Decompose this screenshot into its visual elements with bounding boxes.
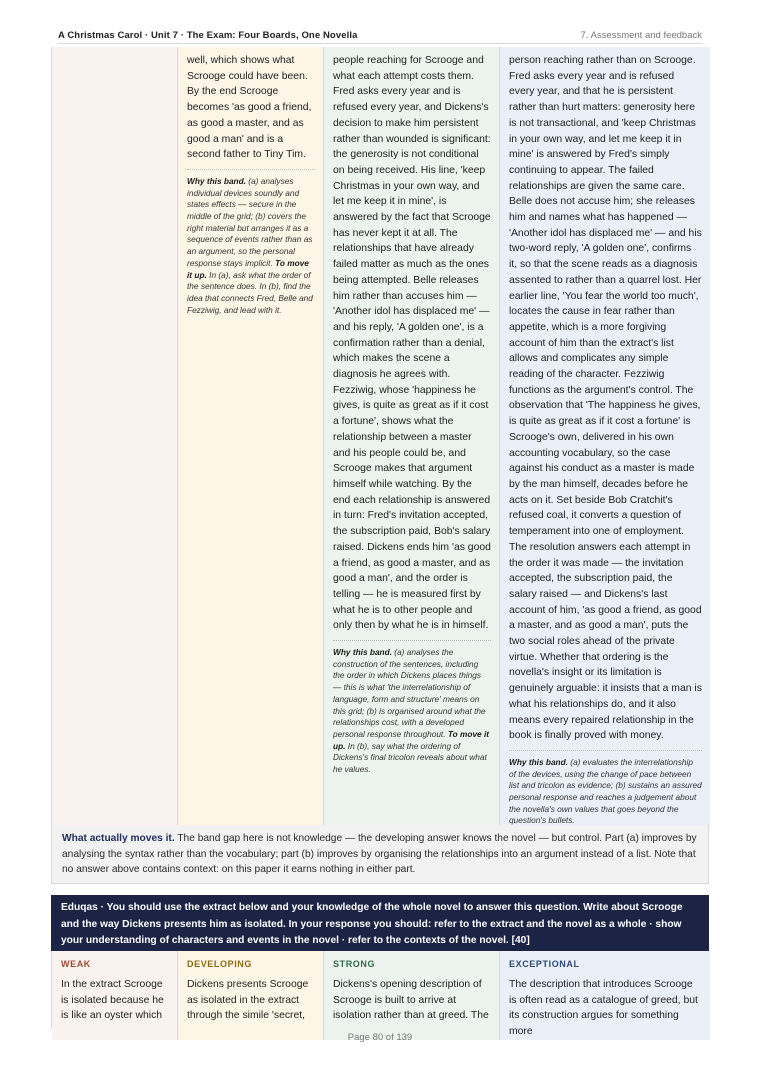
q-strong-column [324, 951, 500, 1040]
exceptional-answer: person reaching rather than on Scrooge. Fred asks every year and is refused every year, and that he is persistent rather than hurt matters: generosity here is not transactional, and 'keep Christmas in your own way, and let me keep it in mine' is answered by Fred's simply continuing to appear. The failed relationships are given the same care. Belle does not accuse him; she releases him and names what has happened — 'Another idol has displaced me' — and his two-word reply, 'A golden one', confirms it, so that the scene reads as a diagnosis assented to rather than a quarrel lost. Her earlier line, 'You fear the world too much', locates the cause in fear rather than appetite, which is a more forgiving account of him than the extract's list allows and complicates any simple reading of the character. Fezziwig functions as the argument's control. The observation that 'The happiness he gives, is quite as great as if it cost a fortune' is Scrooge's own, delivered in his own accounting vocabulary, so the case against his conduct as a master is made by the man himself, decades before he acts on it. Set beside Bob Cratchit's refused coal, it converts a question of temperament into one of employment. The resolution answers each attempt in the order it was made — the invitation accepted, the subscription paid, the salary raised — and Dickens's last account of him, 'as good a friend, as good a master, and as good a man', puts the two social roles ahead of the private virtue. Whether that ordering is the novella's insight or its limitation is genuinely arguable: it insists that a man is what his relationships do, and it also means every repaired relationship in the book is finally proved with money. [509, 55, 702, 742]
exceptional-label: EXCEPTIONAL [509, 959, 580, 969]
exceptional-band-note [509, 750, 702, 827]
section-title: 7. Assessment and feedback [580, 29, 702, 41]
document-title: A Christmas Carol · Unit 7 · The Exam: Four Boards, One Novella [58, 29, 358, 41]
developing-band-note [187, 169, 315, 316]
note-label: Why this band. [509, 756, 568, 767]
exceptional-opening: The description that introduces Scrooge is often read as a catalogue of greed, but its construction argues for something more [509, 979, 698, 1038]
note-text-move-up: In (b), say what the ordering of Dickens's final tricolon reveals about what he values. [333, 740, 487, 775]
q-developing-column [178, 951, 324, 1040]
developing-answer: well, which shows what Scrooge could have been. By the end Scrooge becomes 'as good a friend, as good a master, and as good a man' and is a second father to Tiny Tim. [187, 55, 312, 161]
note-text-move-up: In (a), ask what the order of the sentence does. In (b), find the idea that connects Fred, Belle and Fezziwig, and lead with it. [187, 269, 313, 315]
note-label: Why this band. [187, 175, 246, 186]
developing-opening: Dickens presents Scrooge as isolated in the extract through the simile 'secret, [187, 979, 309, 1022]
strong-band-note [333, 640, 491, 776]
developing-label: DEVELOPING [187, 959, 253, 969]
note-label: Why this band. [333, 647, 392, 658]
page-number: Page 80 of 139 [347, 1032, 413, 1043]
strong-label: STRONG [333, 959, 376, 969]
running-header [58, 27, 702, 44]
what-moves-it-box [51, 825, 709, 884]
band-answers-table [51, 47, 709, 825]
note-text: (a) analyses the construction of the sentences, including the order in which Dickens places things — this is what 'the interrelationship of language, form and structure' means on this grid; (b) is organised around what the relationships cost, with a developed personal response throughout. [333, 647, 486, 739]
developing-column [178, 47, 324, 827]
moves-text: The band gap here is not knowledge — the developing answer knows the novel — but control. Part (a) improves by analysing the syntax rather than the vocabulary; part (b) improves by organising the relationships into an argument instead of a list. Note that no answer above contains context: on this paper it earns nothing in either part. [62, 833, 697, 875]
question-text: Eduqas · You should use the extract below and your knowledge of the whole novel to answer this question. Write about Scrooge and the way Dickens presents him as isolated. In your response you should: refer to the extract and the novel as a whole · show your understanding of characters and events in the novel · refer to the contexts of the novel. [40] [61, 902, 683, 947]
note-label-move-up: To move it up. [187, 257, 309, 280]
question-bar [51, 895, 709, 951]
note-text: (a) evaluates the interrelationship of the devices, using the change of pace between list and tricolon as evidence; (b) sustains an assured personal response and reaches a judgement about the novella's own values that goes beyond the question's bullets. [509, 756, 702, 826]
q-weak-column [52, 951, 178, 1040]
note-label-move-up: To move it up. [333, 728, 490, 751]
q-exceptional-column [500, 951, 710, 1040]
strong-column [324, 47, 500, 827]
strong-answer: people reaching for Scrooge and what each attempt costs them. Fred asks every year and is refused every year, and Dickens's decision to make him persistent rather than wounded is significant: the generosity is not conditional on being received. His line, 'keep Christmas in your own way, and let me keep it in mine', is answered by the fact that Scrooge has never kept it at all. The relationships that have already failed matter as much as the ones being attempted. Belle releases him rather than accuses him — 'Another idol has displaced me' — and his reply, 'A golden one', is a confirmation rather than a denial, which makes the scene a diagnosis he agrees with. Fezziwig, whose 'happiness he gives, is quite as great as if it cost a fortune', shows what the relationship between a master and his people could be, and Scrooge makes that argument himself while watching. By the end each relationship is answered in turn: Fred's invitation accepted, the subscription paid, Bob's salary raised. Dickens ends him 'as good a friend, as good a master, and as good a man', and the order is telling — he is measured first by what he is to other people and only then by what he is in himself. [333, 55, 491, 632]
weak-opening: In the extract Scrooge is isolated because he is like an oyster which [61, 979, 164, 1022]
strong-opening: Dickens's opening description of Scrooge is built to arrive at isolation rather than at greed. The [333, 979, 489, 1022]
weak-column [52, 47, 178, 827]
moves-label: What actually moves it. [62, 833, 175, 844]
note-text: (a) analyses individual devices soundly and states effects — secure in the middle of the grid; (b) covers the right material but arranges it as a sequence of events rather than as an argument, so the personal response stays implicit. [187, 175, 313, 268]
weak-label: WEAK [61, 959, 91, 969]
exceptional-column [500, 47, 710, 827]
